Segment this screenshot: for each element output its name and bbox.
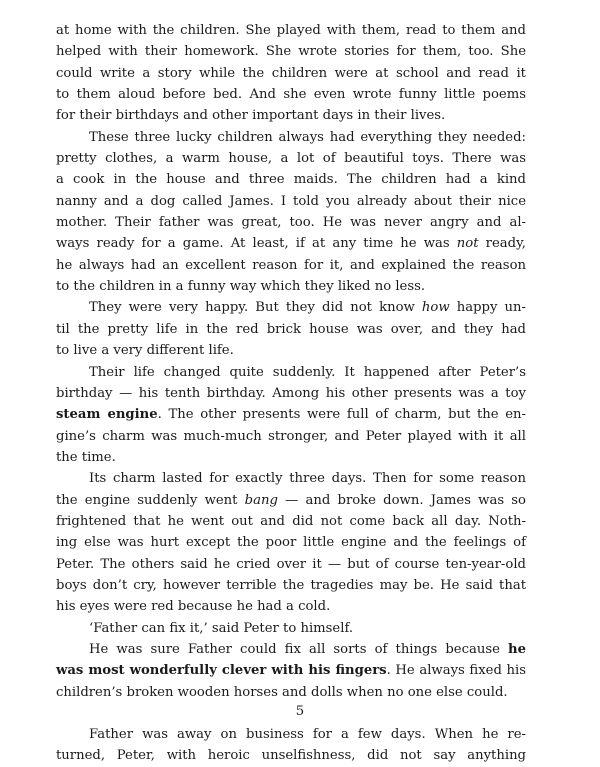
text-line: to the children in a funny way which they liked no less. — [56, 279, 426, 295]
text-line — [56, 233, 526, 254]
text-line: Peter. The others said he cried over it — but of course ten-year-old — [56, 556, 526, 572]
text-line: til the pretty life in the red brick house was over, and they had — [56, 321, 526, 337]
text-line: nanny and a dog called James. I told you already about their nice — [56, 193, 526, 209]
text-line — [56, 297, 526, 318]
text-run: ways ready for a game. At least, if at any time he was — [56, 236, 457, 252]
text-line: gine’s charm was much-much stronger, and Peter played with it all — [56, 428, 526, 444]
text-run: the engine suddenly went — [56, 492, 245, 508]
text-line: Father was away on business for a few days. When he re- — [89, 727, 526, 742]
text-line: children’s broken wooden horses and dolls when no one else could. — [56, 684, 508, 700]
text-line: birthday — his tenth birthday. Among his other presents was a toy — [56, 385, 526, 401]
text-line: frightened that he went out and did not come back all day. Noth- — [56, 513, 526, 529]
text-line: ‘Father can fix it,’ said Peter to himself. — [89, 620, 354, 636]
text-line — [56, 660, 526, 681]
text-run: — and broke down. James was so — [277, 492, 526, 508]
text-line: pretty clothes, a warm house, a lot of beautiful toys. There was — [56, 151, 526, 167]
text-line: turned, Peter, with heroic unselfishness, did not say anything — [56, 748, 526, 764]
text-run: . The other presents were full of charm, but the en- — [157, 407, 527, 423]
bold-text: steam engine — [56, 407, 158, 423]
emphasis-text: how — [421, 300, 450, 316]
text-line: mother. Their father was great, too. He was never angry and al- — [56, 215, 526, 231]
emphasis-text: not — [456, 236, 479, 252]
bold-text: he — [508, 641, 526, 657]
text-run: . He always fixed his — [386, 663, 526, 679]
text-line: his eyes were red because he had a cold. — [56, 599, 331, 615]
text-line: a cook in the house and three maids. The children had a kind — [56, 172, 526, 188]
text-line: to live a very different life. — [56, 343, 234, 359]
text-line — [56, 639, 526, 660]
text-line: ing else was hurt except the poor little engine and the feelings of — [56, 535, 526, 551]
page-number: 5 — [295, 704, 305, 719]
text-line: to them aloud before bed. And she even wrote funny little poems — [56, 87, 526, 103]
text-line: These three lucky children always had everything they needed: — [89, 129, 526, 145]
text-line: helped with their homework. She wrote stories for them, too. She — [56, 44, 526, 60]
emphasis-text: bang — [244, 492, 278, 508]
text-line: the time. — [56, 449, 116, 465]
book-page-text — [56, 20, 526, 767]
text-line: Its charm lasted for exactly three days. Then for some reason — [89, 471, 526, 487]
text-line: boys don’t cry, however terrible the tragedies may be. He said that — [56, 577, 526, 593]
text-run: ready, — [478, 236, 526, 252]
text-run: happy un- — [449, 300, 526, 316]
text-line: at home with the children. She played with them, read to them and — [56, 23, 526, 38]
text-line: for their birthdays and other important days in their lives. — [56, 108, 446, 124]
bold-text: was most wonderfully clever with his fingers — [56, 663, 387, 679]
text-line: he always had an excellent reason for it, and explained the reason — [56, 257, 526, 273]
text-line: Their life changed quite suddenly. It happened after Peter’s — [89, 364, 526, 380]
text-line: could write a story while the children were at school and read it — [56, 65, 526, 81]
text-run: They were very happy. But they did not know — [89, 300, 422, 316]
text-line — [56, 404, 526, 425]
text-run: He was sure Father could fix all sorts of things because — [89, 641, 509, 657]
text-line — [56, 490, 526, 511]
